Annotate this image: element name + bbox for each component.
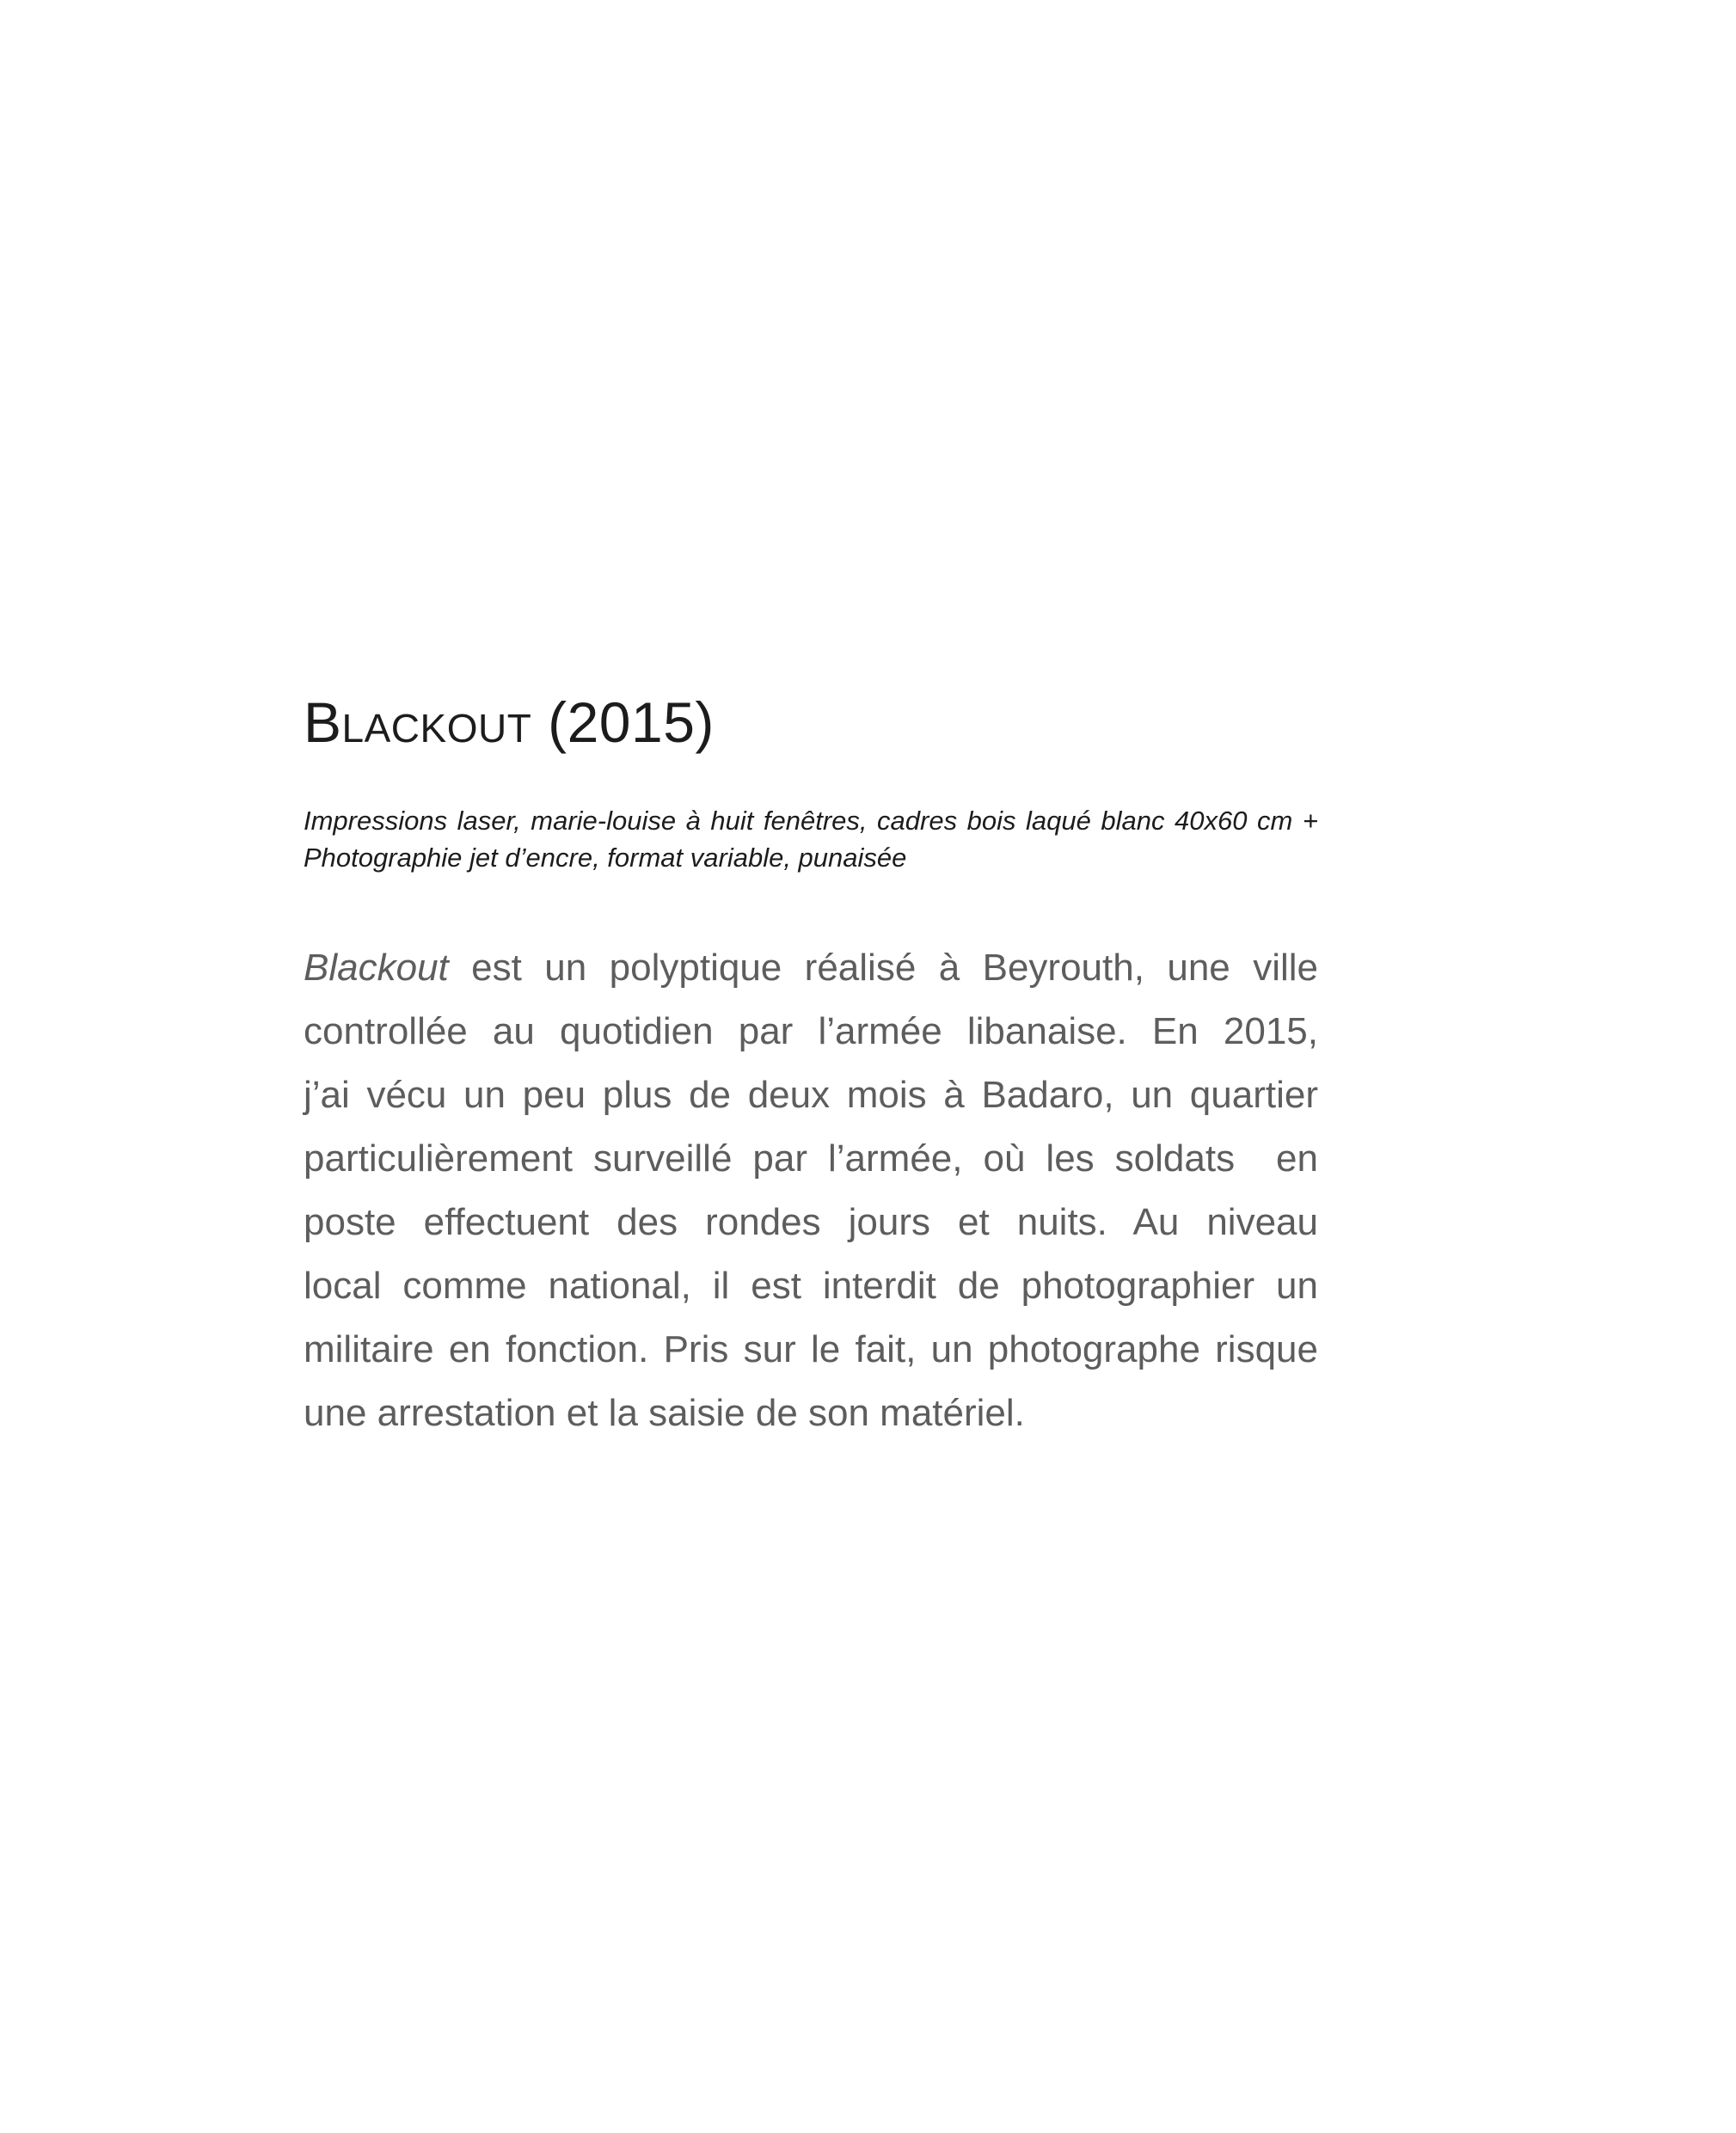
work-title-inline: Blackout bbox=[304, 947, 449, 989]
paragraph-line: local comme national, il est interdit de photographier un bbox=[304, 1265, 1318, 1307]
body-paragraph bbox=[304, 936, 1318, 1445]
caption-line-2: Photographie jet d’encre, format variable, punaisée bbox=[304, 843, 907, 873]
page-title: Blackout (2015) bbox=[304, 690, 715, 754]
artwork-caption bbox=[304, 802, 1318, 876]
paragraph-line: controllée au quotidien par l’armée libanaise. En 2015, bbox=[304, 1010, 1318, 1052]
paragraph-line: j’ai vécu un peu plus de deux mois à Badaro, un quartier bbox=[304, 1074, 1318, 1116]
paragraph-line: poste effectuent des rondes jours et nuits. Au niveau bbox=[304, 1201, 1318, 1243]
paragraph-line-last: une arrestation et la saisie de son matériel. bbox=[304, 1392, 1025, 1434]
paragraph-line: particulièrement surveillé par l’armée, où les soldats en bbox=[304, 1137, 1318, 1180]
paragraph-line bbox=[304, 936, 1318, 1000]
paragraph-line: militaire en fonction. Pris sur le fait, un photographe risque bbox=[304, 1328, 1318, 1370]
paragraph-line-1-text: est un polyptique réalisé à Beyrouth, une ville bbox=[448, 947, 1318, 989]
caption-line-1: Impressions laser, marie-louise à huit fenêtres, cadres bois laqué blanc 40x60 cm + bbox=[304, 806, 1318, 836]
